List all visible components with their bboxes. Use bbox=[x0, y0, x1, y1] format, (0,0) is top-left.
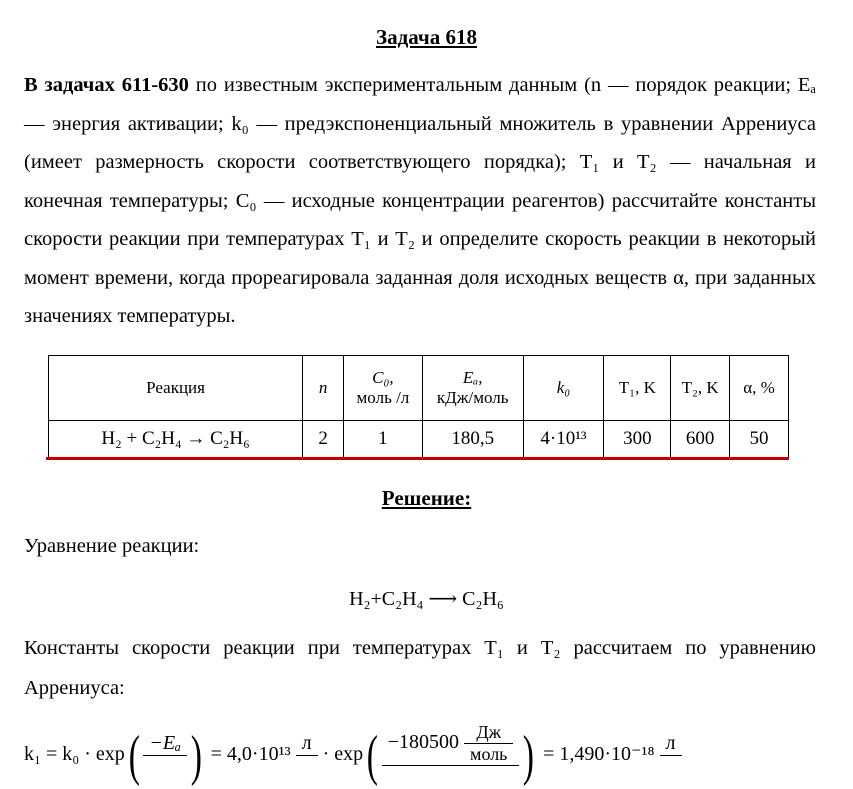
unit-num: л bbox=[296, 732, 318, 756]
header-t2: T₂, K bbox=[671, 356, 730, 421]
fraction-1 bbox=[143, 732, 187, 779]
header-k0: k₀ bbox=[523, 356, 604, 421]
header-c0-label: C₀, bbox=[372, 368, 394, 387]
table-header-row bbox=[49, 356, 789, 421]
arrhenius-formula bbox=[24, 722, 682, 789]
cell-c0: 1 bbox=[344, 421, 423, 458]
fraction-2-num: −180500 bbox=[387, 731, 460, 754]
cell-ea: 180,5 bbox=[422, 421, 523, 458]
header-c0-unit: моль /л bbox=[356, 388, 410, 407]
paren-open-2: ( bbox=[366, 724, 379, 787]
fraction-2-unit-den: моль bbox=[470, 744, 508, 764]
cell-alpha: 50 bbox=[730, 421, 789, 458]
header-n: n bbox=[303, 356, 344, 421]
cell-k0: 4·10¹³ bbox=[523, 421, 604, 458]
header-ea-label: Eₐ, bbox=[462, 368, 483, 387]
formula-result: = 1,490·10⁻¹⁸ bbox=[543, 743, 655, 766]
header-reaction: Реакция bbox=[49, 356, 303, 421]
header-c0 bbox=[344, 356, 423, 421]
data-table bbox=[48, 355, 789, 458]
paren-open-1: ( bbox=[128, 724, 140, 787]
fraction-1-num: −Eₐ bbox=[143, 732, 187, 756]
equation-label: Уравнение реакции: bbox=[24, 535, 200, 557]
formula-lhs: k₁ = k₀ · exp bbox=[24, 743, 125, 766]
task-text: по известным экспериментальным данным (n — порядок реакции; Eₐ — энергия активации; k₀ — предэкспоненциальный множитель в уравнении Аррениуса (имеет размерность скорости соответствующего порядка); T₁ и T₂ — начальная и конечная температуры; C₀ — исходные концентрации реагентов) рассчитайте константы скорости реакции при температурах T₁ и T₂ и определите скорость реакции в некоторый момент времени, когда прореагировала заданная доля исходных веществ α, при заданных значениях температуры. bbox=[24, 74, 817, 327]
paren-close-1: ) bbox=[190, 724, 202, 787]
result-unit bbox=[660, 732, 682, 779]
fraction-2-unit bbox=[464, 722, 513, 765]
header-alpha: α, % bbox=[730, 356, 789, 421]
cell-reaction: H₂ + C₂H₄ → C₂H₆ bbox=[49, 421, 303, 458]
task-range: В задачах 611-630 bbox=[24, 74, 189, 96]
paren-close-2: ) bbox=[523, 724, 535, 787]
reaction-equation: H₂+C₂H₄ ⟶ C₂H₆ bbox=[349, 588, 504, 610]
header-ea-unit: кДж/моль bbox=[436, 388, 509, 407]
cell-n: 2 bbox=[303, 421, 344, 458]
task-title: Задача 618 bbox=[376, 25, 477, 49]
header-ea bbox=[422, 356, 523, 421]
table-underline bbox=[46, 457, 789, 460]
cell-t2: 600 bbox=[671, 421, 730, 458]
result-unit-num: л bbox=[660, 732, 682, 756]
header-t1: T₁, K bbox=[604, 356, 671, 421]
unit-fraction bbox=[296, 732, 318, 779]
solution-title: Решение: bbox=[381, 486, 472, 510]
formula-value: = 4,0·10¹³ bbox=[210, 743, 291, 766]
constants-text: Константы скорости реакции при температурах T₁ и T₂ рассчитаем по уравнению Аррениуса: bbox=[24, 637, 816, 699]
cell-t1: 300 bbox=[604, 421, 671, 458]
formula-exp2: · exp bbox=[322, 743, 364, 766]
fraction-2 bbox=[382, 722, 520, 789]
table-row bbox=[49, 421, 789, 458]
fraction-2-unit-num: Дж bbox=[464, 722, 513, 744]
task-description bbox=[24, 66, 816, 336]
